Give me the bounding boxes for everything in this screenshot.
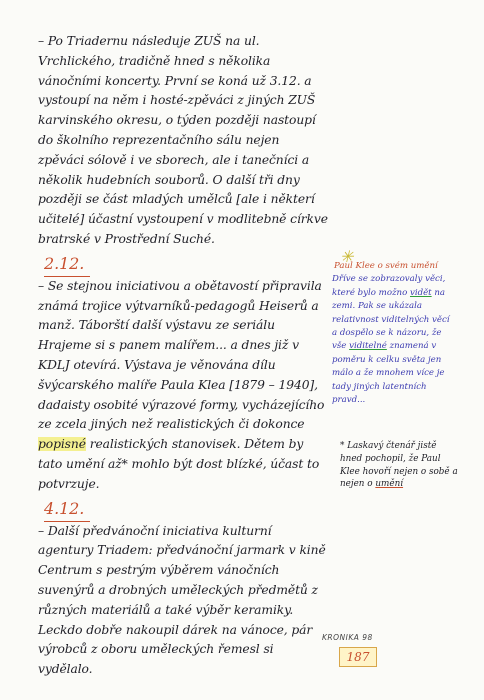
date-heading-2 bbox=[44, 497, 328, 522]
footnote bbox=[340, 440, 458, 491]
text-span: – Se stejnou iniciativou a obětavostí připravila známá trojice výtvarníků-pedagogů Heiserů a manž. Táborští další výstavu ze seriálu Hrajeme si s panem malířem... a dnes již v KDLJ otevírá. Výstava je věnována dílu švýcarského malíře Paula Klea [1879 – 1940], dadaisty osobité výrazové formy, vycházejícího ze zcela jiných než realistických či dokonce bbox=[38, 278, 325, 432]
text-span: realistických stanovisek. Dětem by tato umění až* mohlo být dost blízké, účast to potvrzuje. bbox=[38, 437, 320, 491]
chronicle-stamp: KRONIKA 98 bbox=[322, 633, 373, 642]
highlighted-word: popisné bbox=[38, 437, 86, 452]
paragraph-zus-concerts: – Po Triadernu následuje ZUŠ na ul. Vrchlického, tradičně hned s několika vánočními koncerty. První se koná už 3.12. a vystoupí na něm i hosté-zpěváci z jiných ZUŠ karvinského okresu, o týden později nastoupí do školního reprezentačního sálu nejen zpěváci sólově i ve sborech, ale i tanečníci a několik hudebních souborů. O další tři dny později se část mladých umělců [ale i některí učitelé] účastní vystoupení v modlitebně církve bratrské v Prostřední Suché. bbox=[38, 34, 328, 246]
date-label: 4.12. bbox=[44, 497, 90, 522]
date-heading-1 bbox=[44, 252, 328, 277]
side-note-text: Dříve se zobrazovaly věci, které bylo možno bbox=[332, 274, 446, 298]
side-note-paul-klee bbox=[332, 247, 456, 407]
chronicle-main-column bbox=[38, 32, 328, 680]
footnote-underlined: umění bbox=[375, 479, 404, 490]
side-note-text: na zemi. Pak se ukázala relativnost viditelných věcí a dospělo se k názoru, že vše bbox=[332, 287, 450, 352]
page-number: 187 bbox=[339, 647, 377, 667]
date-label: 2.12. bbox=[44, 252, 90, 277]
paragraph-paul-klee-exhibition bbox=[38, 277, 328, 495]
star-icon: ✳ bbox=[340, 247, 354, 266]
side-note-underlined: vidět bbox=[409, 287, 432, 298]
footnote-text: * Laskavý čtenář jistě hned pochopil, že Paul Klee hovoří nejen o sobě a nejen o bbox=[340, 441, 458, 490]
paragraph-christmas-market: – Další předvánoční iniciativa kulturní agentury Triadem: předvánoční jarmark v kině Centrum s pestrým výběrem vánočních suvenýrů a drobných uměleckých předmětů z různých materiálů a také výběr keramiky. Leckdo dobře nakoupil dárek na vánoce, pár výrobců z oboru uměleckých řemesl si vydělalo. bbox=[38, 523, 326, 677]
side-note-text: znamená v poměru k celku světa jen málo a že mnohem více je tady jiných latentních pravd... bbox=[332, 341, 445, 406]
side-note-title: Paul Klee o svém umění bbox=[334, 261, 438, 271]
side-note-underlined: viditelné bbox=[349, 341, 387, 352]
